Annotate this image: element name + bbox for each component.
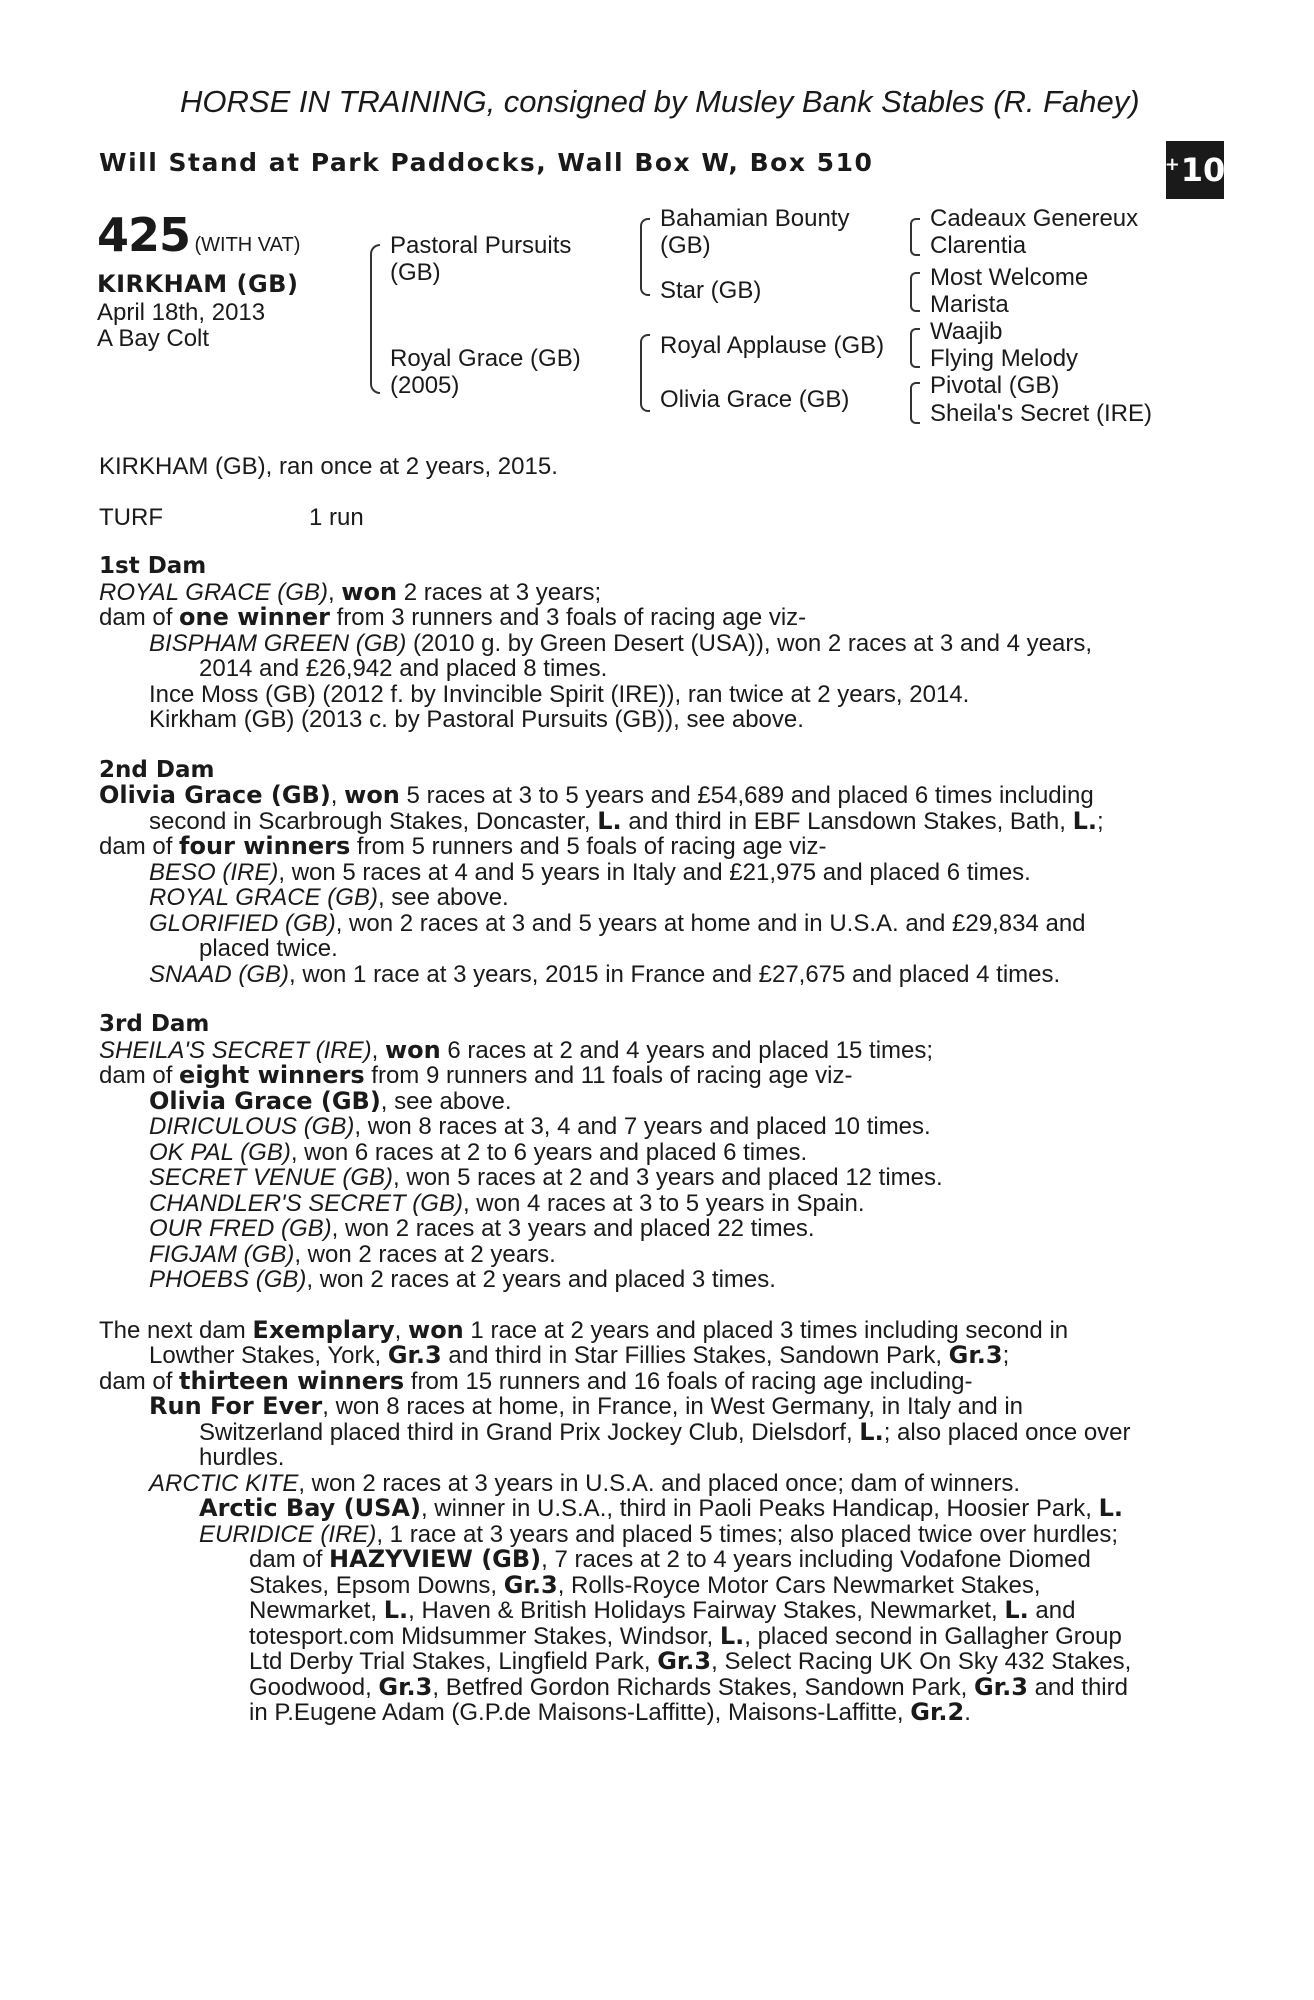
pedigree-brace-1 — [370, 244, 380, 394]
race-record-surface: TURF — [99, 504, 163, 531]
third-dam-line-8: OUR FRED (GB), won 2 races at 3 years and placed 22 times. — [149, 1215, 815, 1242]
next-dam-line-10: dam of HAZYVIEW (GB), 7 races at 2 to 4 years including Vodafone Diomed — [249, 1545, 1091, 1573]
next-dam-line-2: Lowther Stakes, York, Gr.3 and third in Star Fillies Stakes, Sandown Park, Gr.3; — [149, 1341, 1010, 1369]
pedigree-brace-3d — [910, 382, 920, 424]
badge — [1166, 141, 1224, 199]
next-dam-line-14: Ltd Derby Trial Stakes, Lingfield Park, Gr.3, Select Racing UK On Sky 432 Stakes, — [249, 1647, 1132, 1675]
pedigree-sire: Pastoral Pursuits (GB) — [390, 232, 572, 286]
horse-description: A Bay Colt — [97, 325, 210, 352]
third-dam-line-7: CHANDLER'S SECRET (GB), won 4 races at 3 to 5 years in Spain. — [149, 1189, 865, 1217]
second-dam-line-5: ROYAL GRACE (GB), see above. — [149, 884, 509, 911]
pedigree-g5: Waajib — [930, 318, 1003, 345]
next-dam-line-15: Goodwood, Gr.3, Betfred Gordon Richards Stakes, Sandown Park, Gr.3 and third — [249, 1672, 1128, 1701]
second-dam-line-8: SNAAD (GB), won 1 race at 3 years, 2015 in France and £27,675 and placed 4 times. — [149, 960, 1061, 988]
pedigree-g6: Flying Melody — [930, 345, 1079, 372]
pedigree-g2: Clarentia — [930, 232, 1027, 259]
next-dam-line-6: hurdles. — [199, 1444, 285, 1471]
first-dam-line-1: ROYAL GRACE (GB), won 2 races at 3 years; — [99, 577, 602, 606]
first-dam-line-4: 2014 and £26,942 and placed 8 times. — [199, 655, 608, 682]
first-dam-title: 1st Dam — [99, 553, 207, 579]
pedigree-brace-3c — [910, 328, 920, 368]
foaled-date: April 18th, 2013 — [97, 299, 266, 326]
race-record-runs: 1 run — [309, 504, 364, 531]
badge-number: 10 — [1180, 151, 1226, 189]
pedigree-brace-3b — [910, 272, 920, 312]
lot-vat: (WITH VAT) — [194, 234, 301, 256]
third-dam-line-6: SECRET VENUE (GB), won 5 races at 2 and 3 years and placed 12 times. — [149, 1164, 943, 1191]
second-dam-title: 2nd Dam — [99, 756, 215, 783]
second-dam-line-4: BESO (IRE), won 5 races at 4 and 5 years in Italy and £21,975 and placed 6 times. — [149, 858, 1031, 886]
badge-plus: + — [1164, 153, 1180, 175]
next-dam-line-1: The next dam Exemplary, won 1 race at 2 years and placed 3 times including second in — [99, 1315, 1069, 1344]
third-dam-line-3: Olivia Grace (GB), see above. — [149, 1086, 512, 1115]
pedigree-brace-2a — [640, 218, 650, 296]
next-dam-line-12: Newmarket, L., Haven & British Holidays Fairway Stakes, Newmarket, L. and — [249, 1596, 1076, 1624]
second-dam-line-6: GLORIFIED (GB), won 2 races at 3 and 5 years at home and in U.S.A. and £29,834 and — [149, 909, 1086, 937]
third-dam-line-2: dam of eight winners from 9 runners and 11 foals of racing age viz- — [99, 1061, 853, 1089]
pedigree-g4: Marista — [930, 291, 1009, 318]
next-dam-line-8: Arctic Bay (USA), winner in U.S.A., third in Paoli Peaks Handicap, Hoosier Park, L. — [199, 1494, 1124, 1522]
third-dam-line-4: DIRICULOUS (GB), won 8 races at 3, 4 and 7 years and placed 10 times. — [149, 1113, 931, 1140]
first-dam-line-2: dam of one winner from 3 runners and 3 foals of racing age viz- — [99, 603, 807, 631]
third-dam-line-5: OK PAL (GB), won 6 races at 2 to 6 years and placed 6 times. — [149, 1138, 808, 1166]
next-dam-line-7: ARCTIC KITE, won 2 races at 3 years in U.S.A. and placed once; dam of winners. — [149, 1469, 1021, 1497]
second-dam-line-1: Olivia Grace (GB), won 5 races at 3 to 5 years and £54,689 and placed 6 times including — [99, 781, 1094, 809]
first-dam-line-5: Ince Moss (GB) (2012 f. by Invincible Spirit (IRE)), ran twice at 2 years, 2014. — [149, 680, 970, 708]
pedigree-g3: Most Welcome — [930, 264, 1089, 291]
page-heading: HORSE IN TRAINING, consigned by Musley Bank Stables (R. Fahey) — [180, 84, 1140, 119]
pedigree-sire-dam: Star (GB) — [660, 277, 762, 304]
third-dam-line-10: PHOEBS (GB), won 2 races at 2 years and placed 3 times. — [149, 1266, 776, 1293]
lot-number: 425 — [97, 208, 191, 262]
third-dam-line-9: FIGJAM (GB), won 2 races at 2 years. — [149, 1240, 556, 1268]
next-dam-line-16: in P.Eugene Adam (G.P.de Maisons-Laffitte), Maisons-Laffitte, Gr.2. — [249, 1698, 971, 1726]
second-dam-line-3: dam of four winners from 5 runners and 5 foals of racing age viz- — [99, 832, 827, 860]
next-dam-line-9: EURIDICE (IRE), 1 race at 3 years and placed 5 times; also placed twice over hurdles; — [199, 1520, 1119, 1548]
pedigree-brace-2b — [640, 334, 650, 412]
pedigree-brace-3a — [910, 218, 920, 256]
pedigree-g8: Sheila's Secret (IRE) — [930, 400, 1152, 427]
next-dam-line-5: Switzerland placed third in Grand Prix Jockey Club, Dielsdorf, L.; also placed once over — [199, 1417, 1131, 1446]
first-dam-line-6: Kirkham (GB) (2013 c. by Pastoral Pursuits (GB)), see above. — [149, 706, 804, 733]
first-dam-line-3: BISPHAM GREEN (GB) (2010 g. by Green Desert (USA)), won 2 races at 3 and 4 years, — [149, 629, 1093, 657]
next-dam-line-11: Stakes, Epsom Downs, Gr.3, Rolls-Royce Motor Cars Newmarket Stakes, — [249, 1570, 1041, 1599]
next-dam-line-13: totesport.com Midsummer Stakes, Windsor, L., placed second in Gallagher Group — [249, 1621, 1122, 1650]
second-dam-line-2: second in Scarbrough Stakes, Doncaster, L. and third in EBF Lansdown Stakes, Bath, L.; — [149, 806, 1104, 835]
next-dam-line-4: Run For Ever, won 8 races at home, in France, in West Germany, in Italy and in — [149, 1392, 1024, 1420]
pedigree-dam-dam: Olivia Grace (GB) — [660, 386, 850, 413]
horse-name: KIRKHAM (GB) — [97, 270, 299, 298]
pedigree-dam: Royal Grace (GB) (2005) — [390, 345, 581, 399]
lot-info — [97, 208, 300, 352]
second-dam-line-7: placed twice. — [199, 935, 338, 962]
pedigree-g7: Pivotal (GB) — [930, 372, 1060, 399]
pedigree-g1: Cadeaux Genereux — [930, 205, 1139, 232]
pedigree-dam-sire: Royal Applause (GB) — [660, 332, 885, 359]
next-dam-line-3: dam of thirteen winners from 15 runners and 16 foals of racing age including- — [99, 1366, 973, 1395]
pedigree-notes — [99, 554, 1206, 1726]
stand-location: Will Stand at Park Paddocks, Wall Box W, Box 510 — [99, 148, 874, 177]
third-dam-title: 3rd Dam — [99, 1011, 210, 1037]
race-record-summary: KIRKHAM (GB), ran once at 2 years, 2015. — [99, 453, 558, 480]
pedigree-sire-sire: Bahamian Bounty (GB) — [660, 205, 850, 259]
third-dam-line-1: SHEILA'S SECRET (IRE), won 6 races at 2 and 4 years and placed 15 times; — [99, 1035, 934, 1064]
